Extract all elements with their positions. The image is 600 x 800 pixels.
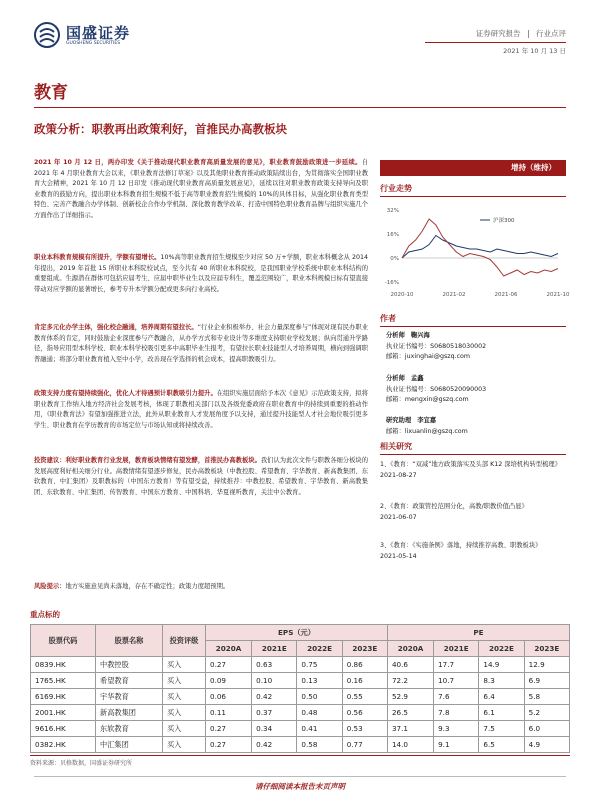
table-row [31, 705, 570, 721]
table-caption: 重点标的 [30, 610, 60, 619]
analyst-1-label: 分析师 [386, 332, 405, 339]
header-pe: PE [387, 625, 569, 641]
cell-rating: 买入 [163, 737, 206, 753]
series-line-hs300 [402, 236, 558, 259]
cell-code: 1765.HK [31, 673, 96, 689]
logo [34, 20, 164, 54]
cell-eps: 0.34 [252, 721, 297, 737]
cell-pe: 6.4 [479, 689, 524, 705]
cell-eps: 0.56 [342, 705, 387, 721]
cell-pe: 8.3 [479, 673, 524, 689]
cell-eps: 0.27 [206, 721, 252, 737]
cell-eps: 0.11 [206, 705, 252, 721]
cell-eps: 0.09 [206, 673, 252, 689]
cell-code: 0839.HK [31, 657, 96, 673]
report-type-label: 证券研究报告 [475, 29, 521, 38]
cell-eps: 0.10 [252, 673, 297, 689]
year-eps-2021: 2021E [252, 641, 297, 657]
paragraph-3 [34, 323, 368, 365]
analyst-2-email: 邮箱：mengxin@gszq.com [386, 396, 469, 403]
rating-badge: 增持（维持） [380, 160, 566, 176]
report-date: 2021 年 10 月 13 日 [503, 47, 566, 55]
header-name: 股票名称 [96, 625, 163, 657]
cell-pe: 6.9 [524, 673, 569, 689]
cell-eps: 0.13 [297, 673, 342, 689]
cell-pe: 72.2 [387, 673, 433, 689]
analyst-1-name: 鞠兴海 [410, 332, 430, 339]
analyst-1-cert: 执业证书编号：S0680518030002 [386, 342, 487, 350]
header-rule [425, 42, 566, 43]
assistant-label: 研究助理 [386, 417, 412, 424]
year-pe-2023: 2023E [524, 641, 569, 657]
author-rule [380, 326, 566, 327]
paragraph-6-text: 地方实施意见尚未落地，存在不确定性；政策力度超预期。 [65, 583, 230, 590]
cell-eps: 0.42 [252, 689, 297, 705]
cell-eps: 0.77 [342, 737, 387, 753]
paragraph-1 [34, 158, 368, 222]
y-tick-label: 0% [390, 256, 399, 262]
paragraph-3-lead: 肯定多元化办学主体，强化校企融通，培养周期有望拉长。 [34, 324, 198, 331]
cell-pe: 7.8 [434, 705, 479, 721]
cell-pe: 5.8 [524, 689, 569, 705]
footer-rule [34, 776, 566, 777]
paragraph-5-lead: 投资建议：利好职业教育行业发展，教育板块情绪有望发酵，首推民办高教板块。 [34, 457, 261, 464]
cell-code: 6169.HK [31, 689, 96, 705]
cell-eps: 0.53 [342, 721, 387, 737]
cell-pe: 7.6 [434, 689, 479, 705]
cell-pe: 40.6 [387, 657, 433, 673]
trend-title: 行业走势 [380, 184, 412, 193]
y-tick-label: 32% [386, 208, 399, 214]
footer-note: 请仔细阅读本报告末页声明 [255, 782, 345, 791]
source-rule [30, 755, 570, 756]
trend-rule [380, 196, 566, 197]
cell-eps: 0.41 [297, 721, 342, 737]
paragraph-4-text: 在组织实施层面给予本次《意见》示范政策支持，拟将职业教育工作纳入地方经济社会发展考核，体现了职教相关部门以及各级党委政府在职业教育中的持续到重要的推动作用，《职业教育法》有望加强推进立法，此外从职业教育人才发展角度予以支持，通过提升技能型人才社会地位吸引更多学生、职业教育在学历教育的市场定位与市场认知或将持续改善。 [34, 390, 369, 429]
report-subtype-label: 行业点评 [536, 29, 566, 38]
related-item-2[interactable] [380, 502, 566, 523]
cell-eps: 0.75 [297, 657, 342, 673]
cell-pe: 9.3 [434, 721, 479, 737]
related-item-3-text[interactable]: 3、《教育：《实施条例》落地，持续推荐高教、职教板块》 [380, 542, 542, 549]
cell-pe: 14.9 [479, 657, 524, 673]
year-eps-2022: 2022E [297, 641, 342, 657]
y-tick-label: 16% [386, 232, 399, 238]
cell-pe: 17.7 [434, 657, 479, 673]
assistant-email: 邮箱：lixuanlin@gszq.com [386, 427, 468, 435]
cell-code: 9616.HK [31, 721, 96, 737]
logo-mark-icon [34, 22, 60, 48]
x-tick-label: 2021-10 [546, 292, 570, 298]
paragraph-2-text: 10%高等职业教育招生规模至少对应 50 万+学额，职业本科概念从 2014 年提出，2019 年首批 15 所职业本科院校试点，至今共有 40 所职业本科院校，是我国职业学校系统中职业本科结构的重要组成。生源潜在群体可包括应届考生、应届中职毕业生以及应届专科生，覆盖范围较广，职业本科规模日标有望直接带动对应学额的显著增长，参考专升本学额分配或更多向行业高校。 [34, 254, 368, 293]
year-pe-2020: 2020A [387, 641, 433, 657]
analyst-2 [386, 374, 566, 406]
year-eps-2020: 2020A [206, 641, 252, 657]
analyst-1 [386, 331, 566, 363]
cell-rating: 买入 [163, 657, 206, 673]
paragraph-4 [34, 389, 368, 431]
cell-eps: 0.55 [342, 689, 387, 705]
cell-pe: 12.9 [524, 657, 569, 673]
related-item-3-date: 2021-05-14 [380, 552, 417, 560]
paragraph-1-lead: 2021 年 10 月 12 日，两办印发《关于推动现代职业教育高质量发展的意见》，职业教育鼓励政策进一步延续。 [34, 159, 362, 166]
header-code: 股票代码 [31, 625, 96, 657]
cell-pe: 26.5 [387, 705, 433, 721]
paragraph-2 [34, 253, 368, 295]
paragraph-5 [34, 456, 368, 498]
table-header-row [31, 625, 570, 641]
cell-code: 2001.HK [31, 705, 96, 721]
logo-name: 国盛证券 [66, 24, 131, 42]
cell-pe: 6.0 [524, 721, 569, 737]
cell-pe: 14.0 [387, 737, 433, 753]
assistant-name: 李宜嘉 [417, 417, 437, 424]
cell-eps: 0.63 [252, 657, 297, 673]
assistant [386, 416, 566, 437]
key-stocks-table [30, 624, 570, 753]
y-tick-label: -16% [384, 280, 399, 286]
related-item-1[interactable] [380, 460, 566, 481]
cell-pe: 10.7 [434, 673, 479, 689]
x-tick-label: 2021-02 [442, 292, 466, 298]
cell-eps: 0.50 [297, 689, 342, 705]
trend-chart [380, 202, 570, 302]
x-tick-label: 2021-06 [494, 292, 518, 298]
report-type [476, 28, 566, 39]
paragraph-6-lead: 风险提示： [34, 583, 66, 590]
paragraph-6 [34, 582, 368, 593]
cell-name: 希望教育 [96, 673, 163, 689]
cell-rating: 买入 [163, 689, 206, 705]
cell-pe: 6.5 [479, 737, 524, 753]
analyst-2-cert: 执业证书编号：S0680520090003 [386, 385, 487, 393]
cell-eps: 0.37 [252, 705, 297, 721]
author-title: 作者 [380, 314, 396, 323]
header-rating: 投资评级 [163, 625, 206, 657]
x-tick-label: 2020-10 [390, 292, 414, 298]
paragraph-3-text: “行业企业积极举办、社会力量深度参与”体现对现有民办职业教育体系的肯定，同时鼓励企业深度参与产教融合，从办学方式和专业设计等多维度支持职业学校发展；纵向贯通升学路径，指导应用型本科学校、职业本科学校吸引更多中高职毕业生报考，有望拉长职业技能型人才培养周期，横向到强调职普融通；将部分职业教育植入至中小学，改善现在学选择的机会成本，提高职教吸引力。 [34, 324, 368, 363]
analyst-2-label: 分析师 [386, 375, 405, 382]
year-pe-2022: 2022E [479, 641, 524, 657]
cell-eps: 0.16 [342, 673, 387, 689]
report-type-separator: | [527, 29, 530, 38]
cell-name: 宇华教育 [96, 689, 163, 705]
year-pe-2021: 2021E [434, 641, 479, 657]
cell-rating: 买入 [163, 705, 206, 721]
cell-eps: 0.27 [206, 737, 252, 753]
paragraph-5-text: 我们认为此次文件与职教各细分板块的发展高度利好相关细分行业。高教情绪有望逐步修复，民办高教板块（中教控股、希望教育、宇华教育、新高教集团、东软教育、中汇集团）及职教标的（中国东方教育）等有望受益，持续推荐：中教控股、希望教育、宇华教育、新高教集团、东软教育、中汇集团、传智教育、中国东方教育、中国科培、华夏视听教育，关注中公教育。 [34, 457, 369, 496]
cell-name: 中教控股 [96, 657, 163, 673]
year-eps-2023: 2023E [342, 641, 387, 657]
cell-pe: 6.1 [479, 705, 524, 721]
cell-name: 中汇集团 [96, 737, 163, 753]
table-row [31, 721, 570, 737]
cell-pe: 9.1 [434, 737, 479, 753]
legend-label: 沪深300 [493, 218, 515, 224]
related-item-1-text[interactable]: 1、《教育：“双减”地方政策落实及头部 K12 深培机构转型梳理》 [380, 461, 561, 468]
related-item-2-date: 2021-06-07 [380, 513, 417, 521]
header-eps: EPS（元） [206, 625, 388, 641]
related-title: 相关研究 [380, 442, 412, 451]
analyst-1-email: 邮箱：juxinghai@gszq.com [386, 353, 471, 360]
cell-rating: 买入 [163, 721, 206, 737]
cell-name: 新高教集团 [96, 705, 163, 721]
related-item-1-date: 2021-08-27 [380, 471, 417, 479]
related-item-3[interactable] [380, 541, 566, 562]
logo-en: GUOSHENG SECURITIES [66, 41, 121, 46]
related-item-2-text[interactable]: 2、《教育：政策管控范围分化，高教/职教价值凸显》 [380, 503, 528, 510]
report-title: 政策分析：职教再出政策利好，首推民办高教板块 [34, 122, 287, 136]
cell-eps: 0.42 [252, 737, 297, 753]
cell-eps: 0.27 [206, 657, 252, 673]
cell-pe: 5.2 [524, 705, 569, 721]
cell-pe: 52.9 [387, 689, 433, 705]
paragraph-2-lead: 职业本科教育规模有所提升，学额有望增长。 [34, 254, 161, 261]
cell-eps: 0.58 [297, 737, 342, 753]
cell-name: 东软教育 [96, 721, 163, 737]
paragraph-4-lead: 政策支持力度有望持续强化，优化人才待遇预计职教吸引力提升。 [34, 390, 217, 397]
cell-pe: 37.1 [387, 721, 433, 737]
cell-eps: 0.06 [206, 689, 252, 705]
table-row [31, 689, 570, 705]
cell-rating: 买入 [163, 673, 206, 689]
paragraph-1-text: 自 2021 年 4 月职业教育大会以来，《职业教育法修订草案》以及其他职业教育推动政策陆续出台，为贯彻落实全国职业教育大会精神，2021 年 10 月 12 日印发《推动现代职业教育高质量发展意见》，延续以往对职业教育政策支持导向及职业教育的鼓励方向，提出职业本科教育招生规模不低于高等职业教育招生规模的 10%的具体目标，从强化职业教育类型特色、完善产教融合办学体制、创新校企合作办学机制、深化教育教学改革、打造中国特色职业教育品牌与组织实施几个方面作出了详细指示。 [34, 159, 368, 219]
cell-eps: 0.86 [342, 657, 387, 673]
cell-pe: 7.5 [479, 721, 524, 737]
title-rule [34, 107, 566, 108]
cell-code: 0382.HK [31, 737, 96, 753]
cell-eps: 0.48 [297, 705, 342, 721]
table-row [31, 737, 570, 753]
table-row [31, 657, 570, 673]
industry-title: 教育 [34, 83, 68, 103]
table-row [31, 673, 570, 689]
cell-pe: 4.9 [524, 737, 569, 753]
table-source: 资料来源：贝格数据，国盛证券研究所 [30, 760, 133, 767]
related-rule [380, 454, 566, 455]
analyst-2-name: 孟鑫 [410, 375, 424, 382]
